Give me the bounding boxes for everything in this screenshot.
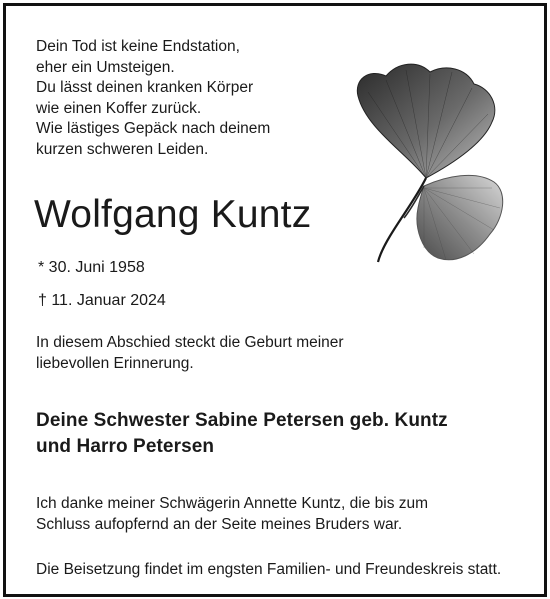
ginkgo-leaf-icon (306, 58, 511, 268)
thanks-line: Schluss aufopfernd an der Seite meines Bruders war. (36, 516, 403, 533)
deceased-name: Wolfgang Kuntz (34, 193, 312, 236)
quote-line: In diesem Abschied steckt die Geburt meiner (36, 334, 344, 351)
poem-line: kurzen schweren Leiden. (36, 140, 209, 158)
thanks-line: Ich danke meiner Schwägerin Annette Kuntz, die bis zum (36, 495, 429, 512)
obituary-frame (3, 3, 547, 597)
burial-notice: Die Beisetzung findet im engsten Familien- und Freundeskreis statt. (36, 561, 502, 578)
quote-line: liebevollen Erinnerung. (36, 355, 194, 372)
poem (36, 37, 336, 160)
poem-line: Dein Tod ist keine Endstation, (36, 38, 240, 55)
poem-line: Wie lästiges Gepäck nach deinem (36, 120, 271, 137)
death-date: † 11. Januar 2024 (38, 292, 166, 309)
thanks-note (36, 493, 428, 535)
mourners (36, 408, 448, 460)
poem-line: wie einen Koffer zurück. (36, 99, 202, 117)
farewell-quote (36, 332, 344, 374)
mourners-line: Deine Schwester Sabine Petersen geb. Kuntz (36, 410, 448, 431)
birth-date: * 30. Juni 1958 (38, 259, 145, 276)
poem-line: eher ein Umsteigen. (36, 58, 175, 76)
mourners-line: und Harro Petersen (36, 436, 215, 457)
poem-line: Du lässt deinen kranken Körper (36, 79, 254, 96)
